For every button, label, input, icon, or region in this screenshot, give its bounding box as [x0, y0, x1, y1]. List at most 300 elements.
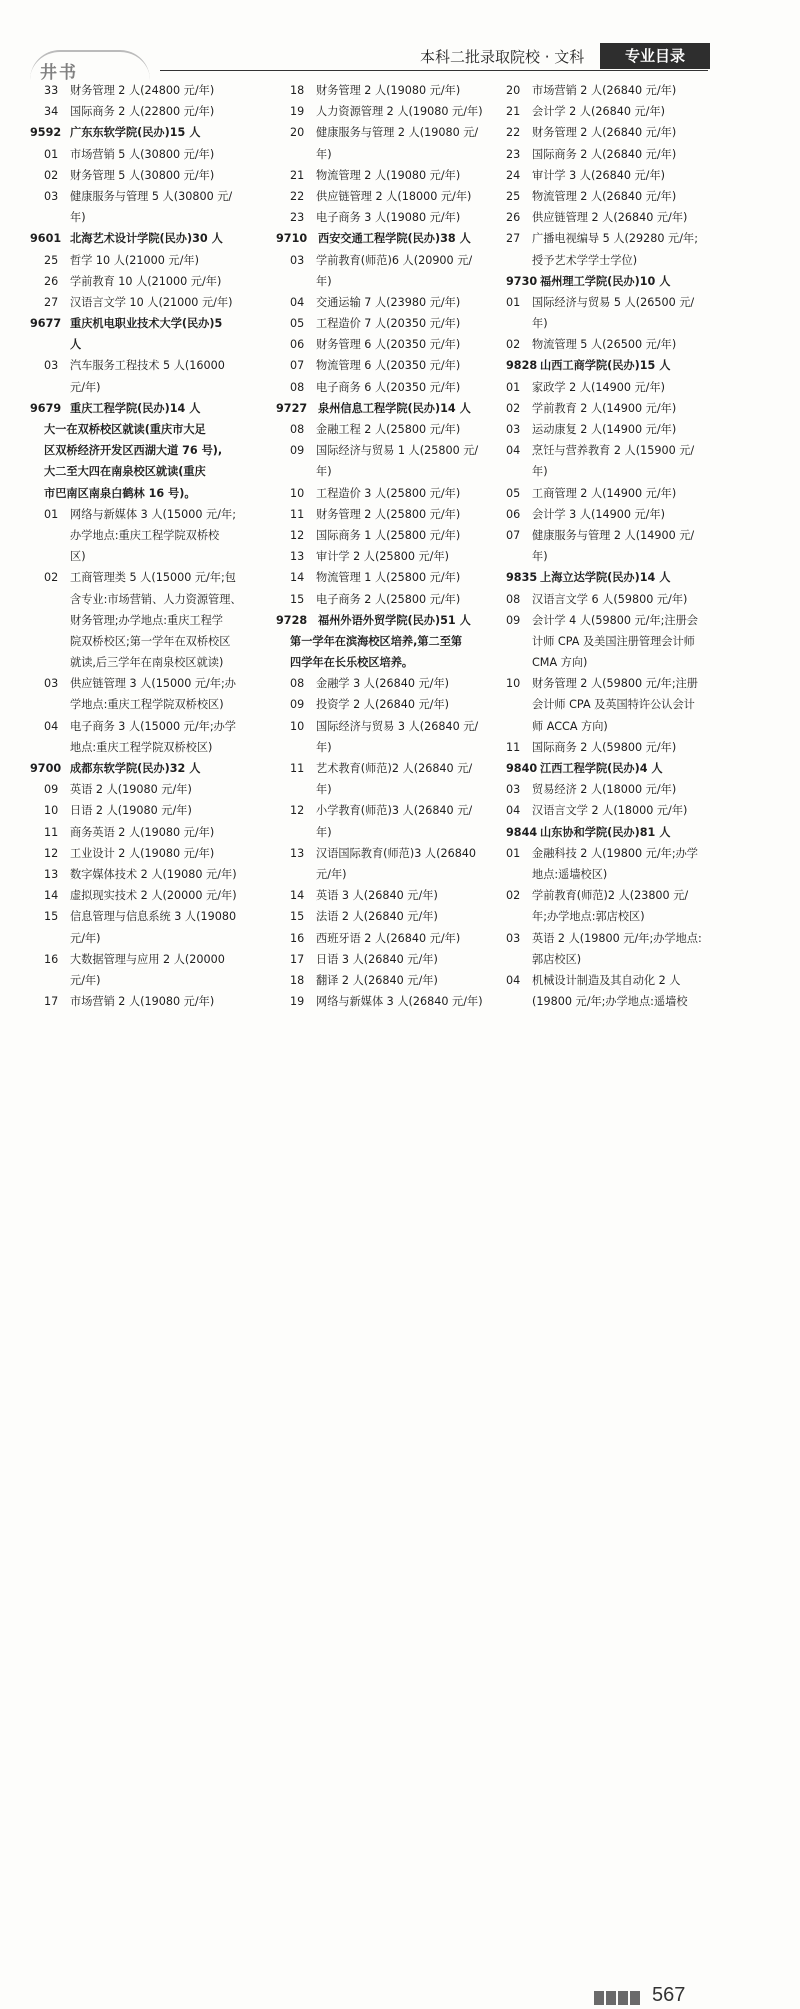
- major-entry: [290, 504, 502, 525]
- institution-heading: [276, 228, 502, 249]
- major-text: 投资学 2 人(26840 元/年): [316, 698, 449, 712]
- entry-continuation: 郭店校区): [532, 952, 582, 966]
- major-text: 贸易经济 2 人(18000 元/年): [532, 783, 677, 797]
- major-entry: [44, 567, 284, 588]
- major-code: 12: [290, 528, 305, 542]
- entry-continuation: 年): [70, 211, 86, 225]
- major-entry: [506, 885, 736, 906]
- institution-heading: [506, 822, 736, 843]
- major-code: 04: [506, 804, 521, 818]
- page-header: [0, 0, 800, 83]
- major-entry: [44, 800, 284, 821]
- major-entry: [506, 928, 736, 949]
- major-text: 工程造价 7 人(20350 元/年): [316, 317, 461, 331]
- major-code: 01: [506, 846, 521, 860]
- institution-name: 山东协和学院(民办)81 人: [540, 825, 671, 839]
- major-code: 21: [290, 168, 305, 182]
- institution-code: 9835: [506, 571, 538, 585]
- major-text: 汉语言文学 2 人(18000 元/年): [532, 804, 688, 818]
- major-code: 03: [506, 423, 521, 436]
- institution-name: 人: [70, 338, 82, 352]
- major-text: 健康服务与管理 2 人(14900 元/: [532, 528, 695, 542]
- institution-code: 9728: [276, 613, 308, 627]
- institution-heading: [506, 271, 736, 292]
- institution-name: 北海艺术设计学院(民办)30 人: [70, 232, 223, 246]
- major-entry: [506, 334, 736, 355]
- column-left: [30, 80, 284, 1012]
- major-entry: [506, 440, 736, 461]
- major-text: 机械设计制造及其自动化 2 人: [532, 973, 681, 987]
- entry-continuation: (19800 元/年;办学地点:遥墙校: [532, 995, 688, 1009]
- major-entry: [44, 271, 284, 292]
- entry-continuation: CMA 方向): [532, 656, 588, 670]
- major-code: 19: [290, 105, 305, 119]
- major-text: 金融工程 2 人(25800 元/年): [316, 423, 461, 436]
- major-text: 国际商务 2 人(26840 元/年): [532, 147, 677, 161]
- institution-name: 广东东软学院(民办)15 人: [70, 126, 201, 140]
- major-entry: [290, 843, 502, 864]
- entry-continuation: 区): [70, 550, 86, 564]
- major-code: 04: [506, 973, 521, 987]
- entry-continuation: 年): [532, 317, 548, 331]
- institution-heading: [44, 334, 284, 355]
- major-entry: [44, 144, 284, 165]
- major-entry: [290, 906, 502, 927]
- major-code: 27: [506, 232, 521, 246]
- major-text: 西班牙语 2 人(26840 元/年): [316, 931, 461, 945]
- major-text: 物流管理 2 人(19080 元/年): [316, 168, 461, 182]
- major-entry: [290, 970, 502, 991]
- major-text: 工商管理类 5 人(15000 元/年;包: [70, 571, 236, 585]
- major-text: 电子商务 6 人(20350 元/年): [316, 380, 461, 394]
- major-entry: [506, 292, 736, 313]
- major-entry: [44, 186, 284, 207]
- major-entry: [44, 673, 284, 694]
- major-entry: [506, 504, 736, 525]
- major-entry: [290, 694, 502, 715]
- major-entry: [506, 144, 736, 165]
- major-code: 10: [506, 677, 521, 691]
- institution-name: 福州理工学院(民办)10 人: [540, 274, 671, 288]
- major-code: 03: [44, 189, 59, 203]
- major-text: 供应链管理 2 人(18000 元/年): [316, 189, 472, 203]
- entry-continuation: 地点:重庆工程学院双桥校区): [70, 740, 213, 754]
- major-entry: [506, 80, 736, 101]
- major-text: 电子商务 3 人(15000 元/年;办学: [70, 719, 236, 733]
- major-code: 27: [44, 295, 59, 309]
- entry-continuation: 元/年): [70, 931, 101, 945]
- major-code: 18: [290, 84, 305, 97]
- major-code: 02: [506, 401, 521, 415]
- major-text: 物流管理 5 人(26500 元/年): [532, 338, 677, 352]
- major-text: 会计学 2 人(26840 元/年): [532, 105, 665, 119]
- major-text: 国际商务 1 人(25800 元/年): [316, 528, 461, 542]
- institution-code: 9844: [506, 825, 538, 839]
- major-entry: [290, 355, 502, 376]
- major-text: 财务管理 2 人(24800 元/年): [70, 84, 215, 97]
- major-text: 国际经济与贸易 1 人(25800 元/: [316, 444, 479, 458]
- section-title: 本科二批录取院校 · 文科: [420, 48, 585, 66]
- major-text: 法语 2 人(26840 元/年): [316, 910, 438, 924]
- major-text: 物流管理 1 人(25800 元/年): [316, 571, 461, 585]
- major-entry: [44, 949, 284, 970]
- major-text: 供应链管理 2 人(26840 元/年): [532, 211, 688, 225]
- major-text: 艺术教育(师范)2 人(26840 元/: [316, 762, 473, 775]
- major-entry: [290, 334, 502, 355]
- major-entry: [290, 673, 502, 694]
- major-code: 21: [506, 105, 521, 119]
- entry-continuation: 年;办学地点:郭店校区): [532, 910, 645, 924]
- major-code: 07: [290, 359, 305, 373]
- major-entry: [290, 949, 502, 970]
- major-entry: [290, 313, 502, 334]
- major-code: 02: [44, 571, 59, 585]
- institution-note: 大一在双桥校区就读(重庆市大足: [44, 423, 206, 436]
- major-code: 01: [506, 295, 521, 309]
- institution-heading: [30, 122, 284, 143]
- major-code: 03: [506, 931, 521, 945]
- institution-name: 上海立达学院(民办)14 人: [540, 571, 671, 585]
- major-text: 哲学 10 人(21000 元/年): [70, 253, 199, 267]
- major-entry: [290, 716, 502, 737]
- page-number: 567: [652, 1984, 686, 2006]
- entry-continuation: 年): [316, 825, 332, 839]
- major-text: 工程造价 3 人(25800 元/年): [316, 486, 461, 500]
- major-code: 09: [290, 444, 305, 458]
- major-code: 33: [44, 84, 59, 97]
- major-text: 小学教育(师范)3 人(26840 元/: [316, 804, 473, 818]
- major-text: 金融学 3 人(26840 元/年): [316, 677, 449, 691]
- major-code: 16: [44, 952, 59, 966]
- major-code: 04: [506, 444, 521, 458]
- major-entry: [506, 186, 736, 207]
- major-code: 01: [44, 507, 59, 521]
- major-text: 物流管理 2 人(26840 元/年): [532, 189, 677, 203]
- entry-continuation: 授予艺术学学士学位): [532, 253, 638, 267]
- major-text: 人力资源管理 2 人(19080 元/年): [316, 105, 483, 119]
- entry-continuation: 会计师 CPA 及英国特许公认会计: [532, 698, 695, 712]
- major-text: 商务英语 2 人(19080 元/年): [70, 825, 215, 839]
- institution-name: 福州外语外贸学院(民办)51 人: [318, 613, 471, 627]
- major-text: 汉语言文学 10 人(21000 元/年): [70, 295, 233, 309]
- major-code: 17: [44, 995, 59, 1009]
- major-text: 电子商务 3 人(19080 元/年): [316, 211, 461, 225]
- major-text: 电子商务 2 人(25800 元/年): [316, 592, 461, 606]
- major-entry: [506, 843, 736, 864]
- major-text: 财务管理 5 人(30800 元/年): [70, 168, 215, 182]
- major-entry: [44, 885, 284, 906]
- entry-continuation: 年): [316, 740, 332, 754]
- entry-continuation: 年): [316, 274, 332, 288]
- major-code: 02: [506, 338, 521, 352]
- entry-continuation: 年): [532, 550, 548, 564]
- major-entry: [506, 377, 736, 398]
- institution-note: 四学年在长乐校区培养。: [290, 656, 414, 670]
- major-text: 健康服务与管理 2 人(19080 元/: [316, 126, 479, 140]
- entry-continuation: 办学地点:重庆工程学院双桥校: [70, 528, 220, 542]
- major-entry: [290, 101, 502, 122]
- major-entry: [506, 610, 736, 631]
- institution-heading: [30, 313, 284, 334]
- major-text: 烹饪与营养教育 2 人(15900 元/: [532, 444, 695, 458]
- major-code: 26: [44, 274, 59, 288]
- institution-code: 9601: [30, 232, 62, 246]
- major-code: 23: [506, 147, 521, 161]
- entry-continuation: 财务管理;办学地点:重庆工程学: [70, 613, 223, 627]
- page-footer: [0, 990, 800, 2006]
- major-text: 网络与新媒体 3 人(26840 元/年): [316, 995, 483, 1009]
- major-code: 08: [290, 677, 305, 691]
- major-code: 09: [290, 698, 305, 712]
- major-code: 11: [44, 825, 59, 839]
- institution-heading: [506, 355, 736, 376]
- major-entry: [506, 589, 736, 610]
- major-text: 国际经济与贸易 3 人(26840 元/: [316, 719, 479, 733]
- major-code: 22: [506, 126, 521, 140]
- major-entry: [290, 377, 502, 398]
- major-code: 26: [506, 211, 521, 225]
- institution-name: 重庆机电职业技术大学(民办)5: [70, 317, 223, 331]
- major-entry: [44, 843, 284, 864]
- major-code: 24: [506, 168, 521, 182]
- institution-code: 9730: [506, 274, 538, 288]
- major-code: 15: [290, 592, 305, 606]
- institution-note: 大二至大四在南泉校区就读(重庆: [44, 465, 206, 479]
- major-text: 日语 2 人(19080 元/年): [70, 804, 192, 818]
- major-text: 英语 2 人(19080 元/年): [70, 783, 192, 797]
- major-code: 08: [290, 423, 305, 436]
- major-entry: [290, 207, 502, 228]
- entry-continuation: 学地点:重庆工程学院双桥校区): [70, 698, 224, 712]
- institution-code: 9679: [30, 401, 62, 415]
- entry-continuation: 含专业:市场营销、人力资源管理、: [70, 592, 242, 606]
- major-code: 15: [290, 910, 305, 924]
- major-entry: [506, 419, 736, 440]
- major-entry: [506, 525, 736, 546]
- major-text: 国际商务 2 人(22800 元/年): [70, 105, 215, 119]
- institution-heading: [506, 758, 736, 779]
- major-code: 14: [290, 571, 305, 585]
- major-code: 19: [290, 995, 305, 1009]
- major-text: 日语 3 人(26840 元/年): [316, 952, 438, 966]
- major-code: 12: [44, 846, 59, 860]
- institution-code: 9710: [276, 232, 308, 246]
- institution-note: 区双桥经济开发区西湖大道 76 号),: [44, 444, 223, 458]
- major-text: 物流管理 6 人(20350 元/年): [316, 359, 461, 373]
- major-code: 25: [506, 189, 521, 203]
- major-text: 财务管理 2 人(59800 元/年;注册: [532, 677, 698, 691]
- major-code: 06: [290, 338, 305, 352]
- entry-continuation: 师 ACCA 方向): [532, 719, 608, 733]
- major-code: 10: [44, 804, 59, 818]
- major-code: 11: [290, 507, 305, 521]
- major-text: 金融科技 2 人(19800 元/年;办学: [532, 846, 698, 860]
- major-entry: [290, 546, 502, 567]
- major-entry: [506, 165, 736, 186]
- major-code: 13: [290, 550, 305, 564]
- institution-name: 江西工程学院(民办)4 人: [540, 762, 663, 775]
- major-code: 22: [290, 189, 305, 203]
- major-entry: [44, 822, 284, 843]
- major-text: 学前教育 10 人(21000 元/年): [70, 274, 222, 288]
- major-code: 12: [290, 804, 305, 818]
- major-entry: [44, 355, 284, 376]
- major-text: 学前教育 2 人(14900 元/年): [532, 401, 677, 415]
- institution-code: 9592: [30, 126, 62, 140]
- institution-name: 山西工商学院(民办)15 人: [540, 359, 671, 373]
- major-entry: [290, 758, 502, 779]
- major-code: 11: [506, 740, 521, 754]
- entry-continuation: 地点:遥墙校区): [532, 867, 608, 881]
- publisher-logo: 井书: [40, 63, 78, 83]
- entry-continuation: 年): [316, 465, 332, 479]
- major-entry: [44, 864, 284, 885]
- institution-code: 9677: [30, 317, 62, 331]
- major-entry: [506, 779, 736, 800]
- major-entry: [506, 207, 736, 228]
- major-code: 13: [44, 867, 59, 881]
- major-entry: [44, 292, 284, 313]
- major-text: 虚拟现实技术 2 人(20000 元/年): [70, 889, 237, 903]
- section-badge: 专业目录: [600, 43, 710, 69]
- major-entry: [44, 250, 284, 271]
- major-code: 03: [290, 253, 305, 267]
- major-text: 工业设计 2 人(19080 元/年): [70, 846, 215, 860]
- major-code: 14: [44, 889, 59, 903]
- entry-continuation: 元/年): [316, 867, 347, 881]
- major-entry: [506, 101, 736, 122]
- major-text: 市场营销 2 人(19080 元/年): [70, 995, 215, 1009]
- institution-note: 第一学年在滨海校区培养,第二至第: [290, 634, 463, 648]
- column-right: [506, 80, 736, 1012]
- major-text: 市场营销 2 人(26840 元/年): [532, 84, 677, 97]
- major-code: 03: [44, 677, 59, 691]
- major-code: 04: [44, 719, 59, 733]
- major-entry: [44, 716, 284, 737]
- major-code: 34: [44, 105, 59, 119]
- major-code: 01: [506, 380, 521, 394]
- major-text: 家政学 2 人(14900 元/年): [532, 380, 665, 394]
- major-entry: [506, 122, 736, 143]
- entry-continuation: 年): [316, 783, 332, 797]
- major-text: 交通运输 7 人(23980 元/年): [316, 295, 461, 309]
- major-entry: [290, 186, 502, 207]
- institution-name: 西安交通工程学院(民办)38 人: [318, 232, 471, 246]
- major-entry: [290, 122, 502, 143]
- institution-heading: [30, 398, 284, 419]
- major-entry: [44, 779, 284, 800]
- footer-bars: [594, 1990, 642, 2009]
- major-text: 审计学 2 人(25800 元/年): [316, 550, 449, 564]
- major-code: 05: [506, 486, 521, 500]
- major-text: 国际经济与贸易 5 人(26500 元/: [532, 295, 695, 309]
- major-entry: [290, 440, 502, 461]
- major-code: 06: [506, 507, 521, 521]
- institution-heading: [30, 228, 284, 249]
- major-entry: [506, 800, 736, 821]
- institution-heading: [276, 398, 502, 419]
- institution-code: 9828: [506, 359, 538, 373]
- major-code: 02: [44, 168, 59, 182]
- major-code: 13: [290, 846, 305, 860]
- major-code: 11: [290, 762, 305, 775]
- institution-name: 重庆工程学院(民办)14 人: [70, 401, 201, 415]
- institution-code: 9700: [30, 762, 62, 775]
- major-code: 20: [506, 84, 521, 97]
- major-code: 02: [506, 889, 521, 903]
- major-text: 运动康复 2 人(14900 元/年): [532, 423, 677, 436]
- major-code: 09: [44, 783, 59, 797]
- major-text: 数字媒体技术 2 人(19080 元/年): [70, 867, 237, 881]
- major-text: 网络与新媒体 3 人(15000 元/年;: [70, 507, 236, 521]
- major-text: 翻译 2 人(26840 元/年): [316, 973, 438, 987]
- major-text: 会计学 4 人(59800 元/年;注册会: [532, 613, 698, 627]
- major-code: 04: [290, 295, 305, 309]
- major-entry: [506, 228, 736, 249]
- major-text: 审计学 3 人(26840 元/年): [532, 168, 665, 182]
- entry-continuation: 元/年): [70, 380, 101, 394]
- major-code: 01: [44, 147, 59, 161]
- major-entry: [44, 906, 284, 927]
- major-code: 08: [506, 592, 521, 606]
- entry-continuation: 就读,后三学年在南泉校区就读): [70, 656, 224, 670]
- major-code: 18: [290, 973, 305, 987]
- major-text: 财务管理 2 人(26840 元/年): [532, 126, 677, 140]
- major-code: 08: [290, 380, 305, 394]
- entry-continuation: 年): [316, 147, 332, 161]
- major-entry: [506, 737, 736, 758]
- major-text: 健康服务与管理 5 人(30800 元/: [70, 189, 233, 203]
- major-text: 汉语言文学 6 人(59800 元/年): [532, 592, 688, 606]
- major-code: 25: [44, 253, 59, 267]
- major-text: 广播电视编导 5 人(29280 元/年;: [532, 232, 698, 246]
- major-text: 市场营销 5 人(30800 元/年): [70, 147, 215, 161]
- major-entry: [290, 483, 502, 504]
- major-entry: [290, 589, 502, 610]
- major-code: 03: [44, 359, 59, 373]
- major-text: 国际商务 2 人(59800 元/年): [532, 740, 677, 754]
- major-text: 会计学 3 人(14900 元/年): [532, 507, 665, 521]
- institution-code: 9840: [506, 762, 538, 775]
- major-text: 信息管理与信息系统 3 人(19080: [70, 910, 237, 924]
- major-code: 10: [290, 486, 305, 500]
- institution-name: 泉州信息工程学院(民办)14 人: [318, 401, 471, 415]
- major-entry: [290, 80, 502, 101]
- major-text: 学前教育(师范)6 人(20900 元/: [316, 253, 473, 267]
- major-entry: [290, 292, 502, 313]
- major-entry: [290, 885, 502, 906]
- major-code: 17: [290, 952, 305, 966]
- major-entry: [290, 250, 502, 271]
- entry-continuation: 元/年): [70, 973, 101, 987]
- major-text: 财务管理 2 人(19080 元/年): [316, 84, 461, 97]
- major-entry: [290, 567, 502, 588]
- institution-note: 市巴南区南泉白鹤林 16 号)。: [44, 486, 196, 500]
- major-text: 汽车服务工程技术 5 人(16000: [70, 359, 225, 373]
- major-entry: [290, 419, 502, 440]
- major-code: 16: [290, 931, 305, 945]
- institution-heading: [506, 567, 736, 588]
- major-text: 大数据管理与应用 2 人(20000: [70, 952, 225, 966]
- major-text: 英语 3 人(26840 元/年): [316, 889, 438, 903]
- major-entry: [44, 165, 284, 186]
- major-entry: [506, 673, 736, 694]
- major-entry: [290, 165, 502, 186]
- major-entry: [290, 800, 502, 821]
- major-code: 05: [290, 317, 305, 331]
- major-code: 23: [290, 211, 305, 225]
- major-entry: [44, 101, 284, 122]
